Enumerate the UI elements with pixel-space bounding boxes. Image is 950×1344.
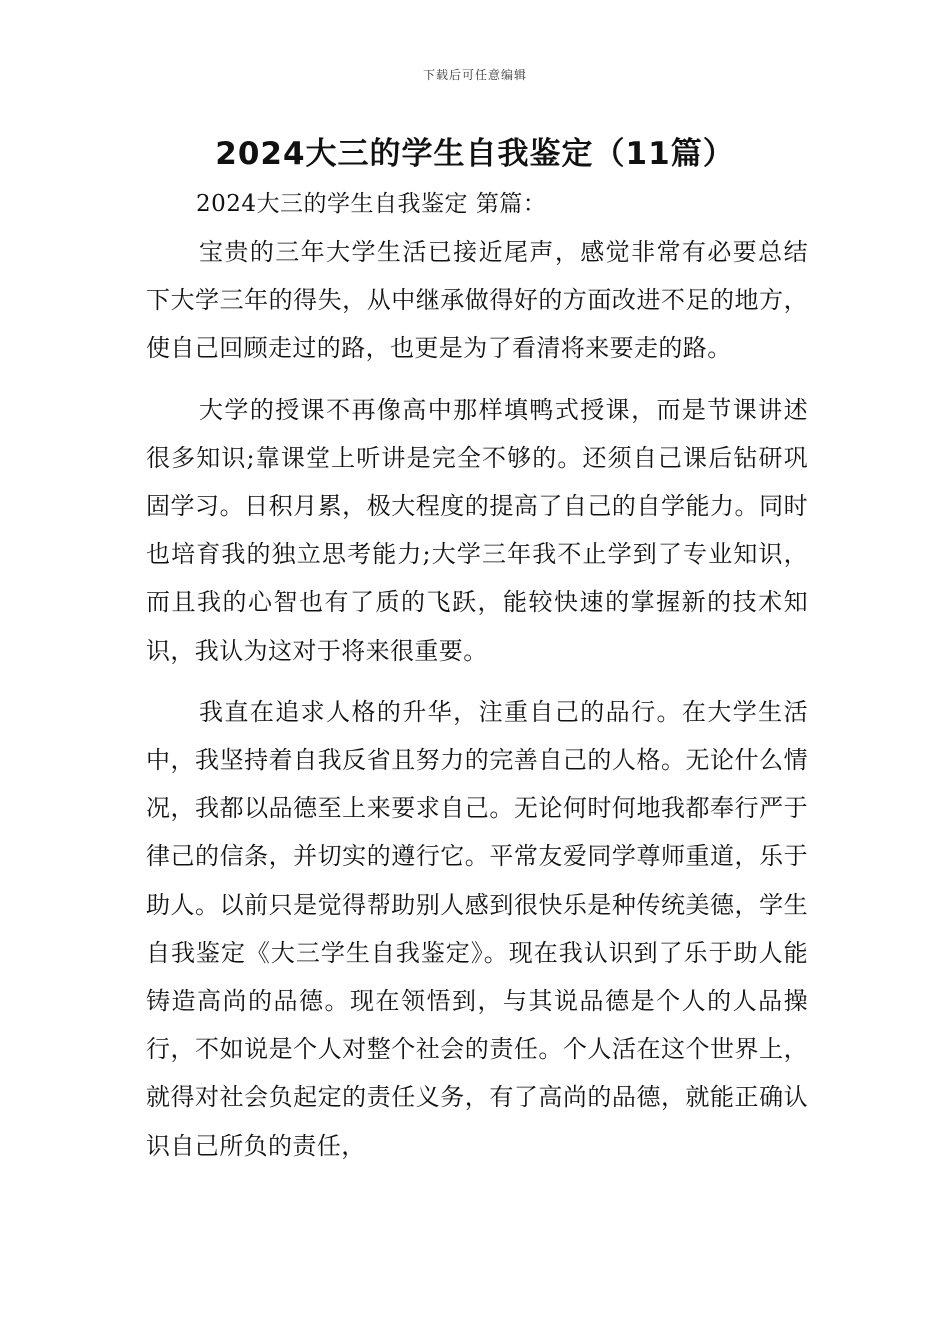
paragraph-2: 大学的授课不再像高中那样填鸭式授课，而是节课讲述很多知识;靠课堂上听讲是完全不够的。还须自己课后钻研巩固学习。日积月累，极大程度的提高了自己的自学能力。同时也培育我的独立思考能力;大学三年我不止学到了专业知识，而且我的心智也有了质的飞跃，能较快速的掌握新的技术知识，我认为这对于将来很重要。 bbox=[146, 395, 808, 665]
document-subtitle: 2024大三的学生自我鉴定 第篇： bbox=[196, 191, 547, 217]
header-note: 下载后可任意编辑 bbox=[422, 68, 527, 82]
document-body bbox=[146, 228, 808, 1183]
document-title: 2024大三的学生自我鉴定（11篇） bbox=[215, 136, 735, 172]
paragraph-1: 宝贵的三年大学生活已接近尾声，感觉非常有必要总结下大学三年的得失，从中继承做得好的方面改进不足的地方，使自己回顾走过的路，也更是为了看清将来要走的路。 bbox=[146, 238, 808, 363]
paragraph-3: 我直在追求人格的升华，注重自己的品行。在大学生活中，我坚持着自我反省且努力的完善自己的人格。无论什么情况，我都以品德至上来要求自己。无论何时何地我都奉行严于律己的信条，并切实的遵行它。平常友爱同学尊师重道，乐于助人。以前只是觉得帮助别人感到很快乐是种传统美德，学生自我鉴定《大三学生自我鉴定》。现在我认识到了乐于助人能铸造高尚的品德。现在领悟到，与其说品德是个人的人品操行，不如说是个人对整个社会的责任。个人活在这个世界上，就得对社会负起定的责任义务，有了高尚的品德，就能正确认识自己所负的责任， bbox=[146, 697, 808, 1160]
